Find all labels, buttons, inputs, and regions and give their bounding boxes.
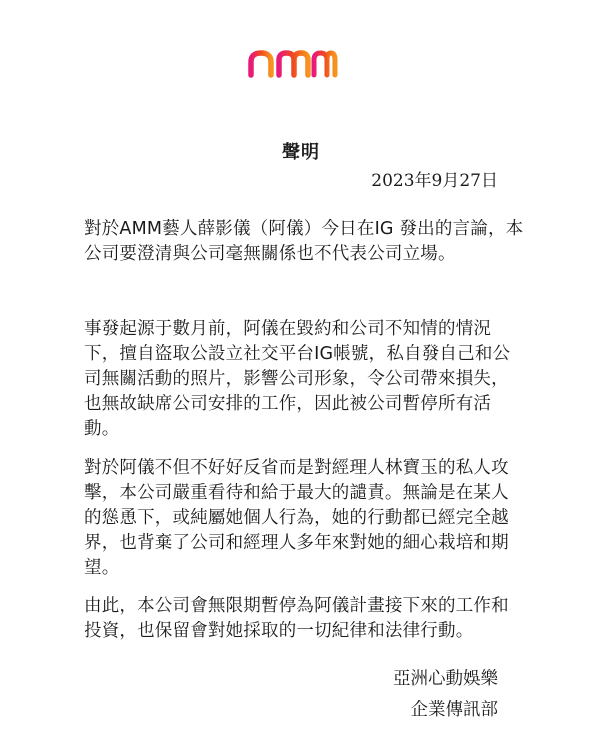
statement-paragraph-4: 由此，本公司會無限期暫停為阿儀計畫接下來的工作和投資，也保留會對她採取的一切紀律和法律行動。 bbox=[84, 596, 509, 641]
amm-logo bbox=[248, 48, 338, 78]
statement-paragraph-1: 對於AMM藝人薛影儀（阿儀）今日在IG 發出的言論，本公司要澄清與公司毫無關係也不代表公司立場。 bbox=[84, 219, 524, 264]
amm-logo-mark bbox=[248, 48, 338, 78]
signature-department: 企業傳訊部 bbox=[410, 700, 498, 720]
statement-title: 聲明 bbox=[282, 142, 320, 163]
signature-company: 亞洲心動娛樂 bbox=[393, 669, 498, 689]
statement-paragraph-2: 事發起源于數月前，阿儀在毀約和公司不知情的情況下，擅自盜取公設立社交平台IG帳號，私自發自己和公司無關活動的照片，影響公司形象，令公司帶來損失，也無故缺席公司安排的工作，因此被公司暫停所有活動。 bbox=[84, 319, 511, 439]
statement-paragraph-3: 對於阿儀不但不好好反省而是對經理人林寶玉的私人攻擊，本公司嚴重看待和給于最大的譴責。無論是在某人的慫恿下，或純屬她個人行為，她的行動都已經完全越界，也背棄了公司和經理人多年來對她的細心栽培和期望。 bbox=[84, 458, 509, 578]
statement-date: 2023年9月27日 bbox=[371, 171, 498, 191]
